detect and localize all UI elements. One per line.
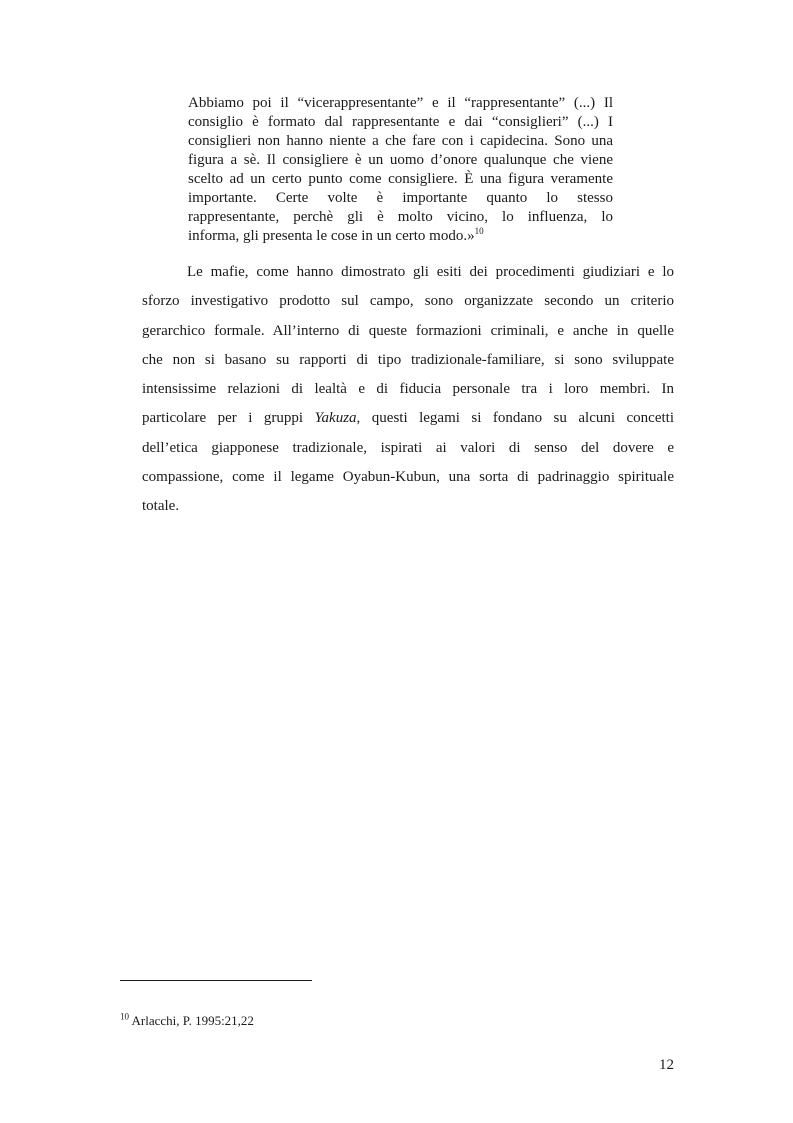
- paragraph-line: Le mafie, come hanno dimostrato gli esiti dei procedimenti giudiziari e lo: [187, 264, 674, 280]
- paragraph-line: totale.: [142, 498, 180, 515]
- footnote-reference[interactable]: 10: [474, 226, 484, 236]
- paragraph-line: compassione, come il legame Oyabun-Kubun, una sorta di padrinaggio spirituale: [142, 469, 674, 486]
- quote-line: consiglieri non hanno niente a che fare con i capidecina. Sono una: [188, 133, 613, 149]
- paragraph-line: gerarchico formale. All’interno di queste formazioni criminali, e anche in quelle: [142, 322, 674, 339]
- block-quote: [188, 94, 613, 246]
- paragraph-line: che non si basano su rapporti di tipo tradizionale-familiare, si sono sviluppate: [142, 351, 674, 368]
- paragraph-text: , questi legami si fondano su alcuni concetti: [356, 410, 674, 427]
- quote-line-last: [188, 227, 613, 246]
- italic-term-yakuza: Yakuza: [314, 410, 357, 427]
- body-paragraph: [142, 258, 674, 522]
- footnote: [120, 1013, 254, 1029]
- paragraph-line: [142, 404, 674, 433]
- quote-line: Abbiamo poi il “vicerappresentante” e il “rappresentante” (...) Il: [188, 95, 613, 111]
- page-number: 12: [659, 1057, 674, 1073]
- quote-line: figura a sè. Il consigliere è un uomo d’onore qualunque che viene: [188, 152, 613, 168]
- quote-line: consiglio è formato dal rappresentante e dai “consiglieri” (...) I: [188, 114, 613, 130]
- paragraph-line: intensissime relazioni di lealtà e di fiducia personale tra i loro membri. In: [142, 381, 674, 398]
- quote-line: importante. Certe volte è importante quanto lo stesso: [188, 190, 613, 206]
- footnote-number: 10: [120, 1011, 129, 1022]
- paragraph-text: particolare per i gruppi: [142, 410, 315, 427]
- paragraph-line: sforzo investigativo prodotto sul campo, sono organizzate secondo un criterio: [142, 293, 674, 310]
- quote-line: scelto ad un certo punto come consigliere. È una figura veramente: [188, 171, 613, 187]
- quote-line-text: informa, gli presenta le cose in un certo modo.»: [188, 228, 475, 244]
- quote-line: rappresentante, perchè gli è molto vicino, lo influenza, lo: [188, 209, 613, 225]
- paragraph-line: dell’etica giapponese tradizionale, ispirati ai valori di senso del dovere e: [142, 439, 674, 456]
- footnote-text: Arlacchi, P. 1995:21,22: [129, 1013, 254, 1028]
- footnote-separator: [120, 980, 312, 981]
